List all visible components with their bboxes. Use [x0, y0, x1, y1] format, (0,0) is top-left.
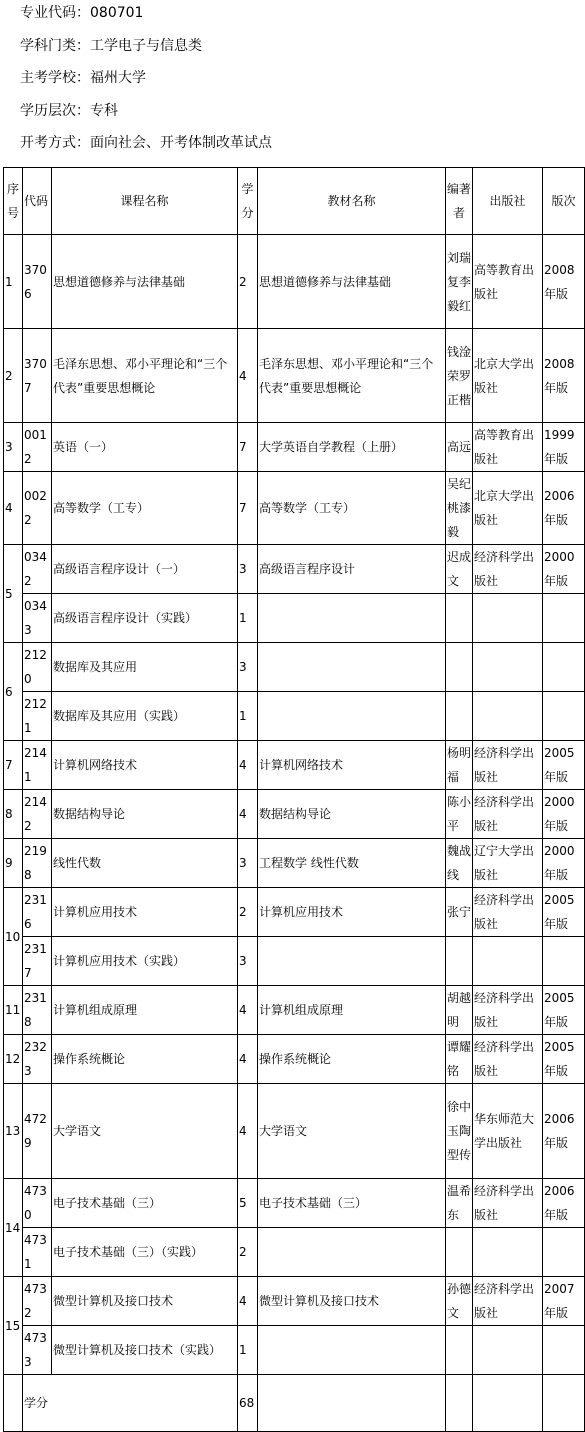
cell-edition: 2000年版 [543, 545, 585, 594]
table-row [4, 594, 585, 643]
cell-edition: 2005年版 [543, 1035, 585, 1084]
cell-editor [446, 594, 473, 643]
cell-publisher: 北京大学出版社 [473, 329, 543, 423]
cell-credit: 2 [238, 235, 258, 329]
cell-editor: 徐中玉陶型传 [446, 1084, 473, 1179]
cell-edition: 2005年版 [543, 888, 585, 937]
cell-credit: 5 [238, 1179, 258, 1228]
cell-course: 计算机网络技术 [52, 741, 238, 790]
cell-code: 2121 [23, 692, 52, 741]
table-row [4, 1084, 585, 1179]
cell-course: 高级语言程序设计（一） [52, 545, 238, 594]
header-code: 代码 [23, 168, 52, 235]
cell-editor [446, 1326, 473, 1375]
table-row [4, 1228, 585, 1277]
total-empty-editor [446, 1375, 473, 1432]
cell-code: 2142 [23, 790, 52, 839]
cell-seq: 7 [4, 741, 23, 790]
cell-publisher: 经济科学出版社 [473, 1035, 543, 1084]
cell-credit: 3 [238, 839, 258, 888]
table-row [4, 1179, 585, 1228]
cell-publisher: 经济科学出版社 [473, 888, 543, 937]
info-label: 学科门类： [20, 38, 90, 54]
cell-course: 电子技术基础（三）（实践） [52, 1228, 238, 1277]
cell-course: 电子技术基础（三） [52, 1179, 238, 1228]
cell-edition [543, 643, 585, 692]
table-row [4, 643, 585, 692]
cell-publisher: 高等教育出版社 [473, 235, 543, 329]
cell-editor: 陈小平 [446, 790, 473, 839]
cell-textbook [258, 692, 446, 741]
cell-credit: 4 [238, 790, 258, 839]
cell-edition [543, 937, 585, 986]
cell-code: 4729 [23, 1084, 52, 1179]
curriculum-table [3, 167, 585, 1432]
cell-editor: 谭耀铭 [446, 1035, 473, 1084]
cell-credit: 4 [238, 329, 258, 423]
cell-textbook: 工程数学 线性代数 [258, 839, 446, 888]
cell-seq: 9 [4, 839, 23, 888]
cell-textbook: 数据结构导论 [258, 790, 446, 839]
cell-edition: 1999年版 [543, 423, 585, 472]
cell-publisher [473, 643, 543, 692]
cell-textbook: 大学英语自学教程（上册） [258, 423, 446, 472]
total-empty-edition [543, 1375, 585, 1432]
cell-seq: 10 [4, 888, 23, 986]
cell-seq: 12 [4, 1035, 23, 1084]
total-label: 学分 [23, 1375, 238, 1432]
table-row [4, 692, 585, 741]
cell-course: 思想道德修养与法律基础 [52, 235, 238, 329]
cell-textbook: 微型计算机及接口技术 [258, 1277, 446, 1326]
cell-seq: 14 [4, 1179, 23, 1277]
cell-textbook: 毛泽东思想、邓小平理论和“三个代表”重要思想概论 [258, 329, 446, 423]
table-row [4, 937, 585, 986]
info-level [20, 102, 118, 120]
cell-course: 线性代数 [52, 839, 238, 888]
cell-editor: 胡越明 [446, 986, 473, 1035]
cell-publisher: 高等教育出版社 [473, 423, 543, 472]
cell-edition [543, 1228, 585, 1277]
info-discipline [20, 37, 202, 55]
cell-editor: 杨明福 [446, 741, 473, 790]
cell-editor [446, 692, 473, 741]
table-row [4, 329, 585, 423]
info-label: 学历层次： [20, 103, 90, 119]
cell-seq: 5 [4, 545, 23, 643]
cell-code: 2317 [23, 937, 52, 986]
table-row [4, 472, 585, 545]
cell-code: 2323 [23, 1035, 52, 1084]
header-editor: 编著者 [446, 168, 473, 235]
table-row [4, 1035, 585, 1084]
cell-code: 0342 [23, 545, 52, 594]
info-label: 开考方式： [20, 135, 90, 151]
cell-credit: 1 [238, 692, 258, 741]
cell-code: 3706 [23, 235, 52, 329]
cell-credit: 3 [238, 643, 258, 692]
total-empty-publisher [473, 1375, 543, 1432]
cell-seq: 6 [4, 643, 23, 741]
cell-code: 2198 [23, 839, 52, 888]
cell-course: 微型计算机及接口技术（实践） [52, 1326, 238, 1375]
table-row [4, 741, 585, 790]
table-row [4, 423, 585, 472]
total-value: 68 [238, 1375, 258, 1432]
cell-seq: 15 [4, 1277, 23, 1375]
cell-course: 数据库及其应用（实践） [52, 692, 238, 741]
info-exam-mode [20, 134, 272, 152]
info-label: 主考学校： [20, 70, 90, 86]
cell-publisher: 经济科学出版社 [473, 790, 543, 839]
info-value: 福州大学 [90, 70, 146, 86]
table-row [4, 1277, 585, 1326]
header-credit: 学分 [238, 168, 258, 235]
cell-editor: 魏战线 [446, 839, 473, 888]
cell-publisher [473, 937, 543, 986]
cell-seq: 1 [4, 235, 23, 329]
cell-seq: 3 [4, 423, 23, 472]
cell-course: 微型计算机及接口技术 [52, 1277, 238, 1326]
cell-credit: 4 [238, 741, 258, 790]
cell-textbook: 思想道德修养与法律基础 [258, 235, 446, 329]
cell-credit: 1 [238, 594, 258, 643]
cell-editor: 孙德文 [446, 1277, 473, 1326]
cell-textbook [258, 643, 446, 692]
cell-credit: 4 [238, 986, 258, 1035]
cell-editor [446, 643, 473, 692]
info-school [20, 69, 146, 87]
cell-edition [543, 1326, 585, 1375]
cell-credit: 7 [238, 472, 258, 545]
cell-credit: 2 [238, 888, 258, 937]
cell-course: 计算机组成原理 [52, 986, 238, 1035]
cell-publisher: 经济科学出版社 [473, 545, 543, 594]
cell-edition [543, 594, 585, 643]
total-empty-textbook [258, 1375, 446, 1432]
table-row [4, 839, 585, 888]
cell-editor: 迟成文 [446, 545, 473, 594]
cell-code: 2141 [23, 741, 52, 790]
header-edition: 版次 [543, 168, 585, 235]
cell-code: 3707 [23, 329, 52, 423]
cell-textbook [258, 937, 446, 986]
cell-credit: 4 [238, 1084, 258, 1179]
cell-credit: 4 [238, 1277, 258, 1326]
cell-edition: 2008年版 [543, 235, 585, 329]
cell-course: 计算机应用技术（实践） [52, 937, 238, 986]
info-value: 080701 [90, 5, 144, 21]
table-row [4, 235, 585, 329]
cell-course: 计算机应用技术 [52, 888, 238, 937]
cell-edition: 2005年版 [543, 986, 585, 1035]
cell-course: 大学语文 [52, 1084, 238, 1179]
cell-seq: 8 [4, 790, 23, 839]
cell-textbook: 计算机网络技术 [258, 741, 446, 790]
cell-textbook: 高级语言程序设计 [258, 545, 446, 594]
cell-textbook [258, 1326, 446, 1375]
cell-code: 4733 [23, 1326, 52, 1375]
cell-code: 2316 [23, 888, 52, 937]
cell-publisher [473, 692, 543, 741]
cell-course: 数据库及其应用 [52, 643, 238, 692]
cell-publisher [473, 1326, 543, 1375]
cell-credit: 1 [238, 1326, 258, 1375]
header-seq: 序号 [4, 168, 23, 235]
cell-publisher: 经济科学出版社 [473, 741, 543, 790]
table-row [4, 986, 585, 1035]
cell-publisher: 辽宁大学出版社 [473, 839, 543, 888]
cell-code: 0343 [23, 594, 52, 643]
table-row [4, 1326, 585, 1375]
cell-code: 4730 [23, 1179, 52, 1228]
cell-editor: 张宁 [446, 888, 473, 937]
cell-credit: 7 [238, 423, 258, 472]
cell-textbook: 计算机应用技术 [258, 888, 446, 937]
table-row [4, 790, 585, 839]
cell-publisher: 华东师范大学出版社 [473, 1084, 543, 1179]
cell-edition: 2000年版 [543, 790, 585, 839]
cell-code: 2120 [23, 643, 52, 692]
cell-edition [543, 692, 585, 741]
cell-publisher: 经济科学出版社 [473, 1179, 543, 1228]
cell-editor: 刘瑞复李毅红 [446, 235, 473, 329]
info-value: 专科 [90, 103, 118, 119]
total-seq-cell [4, 1375, 23, 1432]
cell-textbook: 操作系统概论 [258, 1035, 446, 1084]
info-label: 专业代码： [20, 5, 90, 21]
cell-credit: 4 [238, 1035, 258, 1084]
cell-textbook: 计算机组成原理 [258, 986, 446, 1035]
cell-publisher [473, 594, 543, 643]
info-value: 工学电子与信息类 [90, 38, 202, 54]
header-textbook: 教材名称 [258, 168, 446, 235]
cell-course: 操作系统概论 [52, 1035, 238, 1084]
cell-seq: 13 [4, 1084, 23, 1179]
cell-edition: 2006年版 [543, 1179, 585, 1228]
cell-textbook: 高等数学（工专） [258, 472, 446, 545]
cell-edition: 2005年版 [543, 741, 585, 790]
cell-textbook [258, 594, 446, 643]
cell-seq: 2 [4, 329, 23, 423]
cell-credit: 3 [238, 545, 258, 594]
table-row [4, 888, 585, 937]
cell-textbook [258, 1228, 446, 1277]
cell-editor: 钱淦荣罗正楷 [446, 329, 473, 423]
cell-code: 0012 [23, 423, 52, 472]
cell-course: 高等数学（工专） [52, 472, 238, 545]
cell-editor: 温希东 [446, 1179, 473, 1228]
cell-edition: 2000年版 [543, 839, 585, 888]
cell-edition: 2006年版 [543, 472, 585, 545]
cell-course: 数据结构导论 [52, 790, 238, 839]
info-major-code [20, 4, 143, 22]
cell-textbook: 电子技术基础（三） [258, 1179, 446, 1228]
cell-editor: 高远 [446, 423, 473, 472]
table-body [4, 235, 585, 1432]
cell-code: 4732 [23, 1277, 52, 1326]
cell-course: 毛泽东思想、邓小平理论和“三个代表”重要思想概论 [52, 329, 238, 423]
header-publisher: 出版社 [473, 168, 543, 235]
cell-credit: 3 [238, 937, 258, 986]
cell-textbook: 大学语文 [258, 1084, 446, 1179]
header-course: 课程名称 [52, 168, 238, 235]
cell-edition: 2007年版 [543, 1277, 585, 1326]
cell-code: 0022 [23, 472, 52, 545]
cell-code: 4731 [23, 1228, 52, 1277]
cell-edition: 2006年版 [543, 1084, 585, 1179]
cell-code: 2318 [23, 986, 52, 1035]
cell-seq: 11 [4, 986, 23, 1035]
cell-publisher: 经济科学出版社 [473, 986, 543, 1035]
cell-edition: 2008年版 [543, 329, 585, 423]
info-value: 面向社会、开考体制改革试点 [90, 135, 272, 151]
cell-publisher: 经济科学出版社 [473, 1277, 543, 1326]
cell-seq: 4 [4, 472, 23, 545]
cell-course: 高级语言程序设计（实践） [52, 594, 238, 643]
cell-editor [446, 937, 473, 986]
cell-course: 英语（一） [52, 423, 238, 472]
cell-publisher: 北京大学出版社 [473, 472, 543, 545]
cell-editor: 吴纪桃漆毅 [446, 472, 473, 545]
cell-editor [446, 1228, 473, 1277]
cell-publisher [473, 1228, 543, 1277]
total-row [4, 1375, 585, 1432]
table-row [4, 545, 585, 594]
cell-credit: 2 [238, 1228, 258, 1277]
